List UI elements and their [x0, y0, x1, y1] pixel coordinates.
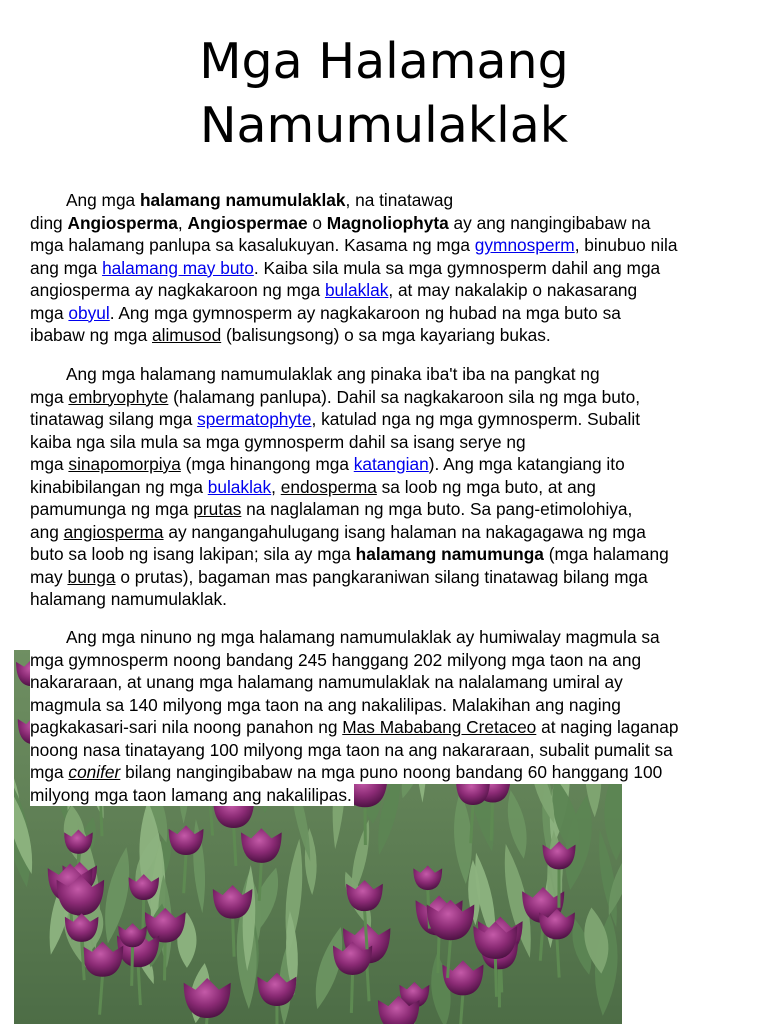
term-angiospermae: Angiospermae	[187, 212, 308, 233]
term-embryophyte: embryophyte	[68, 386, 169, 407]
text: nakararaan, at unang mga halamang namumulaklak na nalalamang umiral ay	[30, 672, 623, 692]
text: mga	[30, 762, 69, 782]
term-bunga: bunga	[67, 566, 116, 587]
text: ,	[271, 476, 281, 497]
term-halamang-namumulaklak: halamang namumulaklak	[139, 190, 346, 210]
text: (mga halamang	[543, 544, 669, 564]
text: Ang mga halamang namumulaklak ang pinaka iba't iba na pangkat ng	[66, 364, 600, 384]
paragraph-1	[30, 189, 742, 347]
text: , na tinatawag	[345, 190, 454, 210]
text: ,	[177, 212, 188, 233]
text: tinatawag silang mga	[30, 409, 198, 429]
text: ay nangangahulugang isang halaman na nakagagawa ng mga	[163, 521, 646, 542]
text: may	[30, 566, 68, 587]
text: at naging laganap	[536, 717, 679, 737]
link-spermatophyte[interactable]: spermatophyte	[197, 409, 312, 429]
term-angiosperma: Angiosperma	[67, 212, 178, 233]
text: bilang nangingibabaw na mga puno noong bandang 60 hanggang 100	[120, 762, 663, 782]
term-conifer: conifer	[68, 762, 121, 782]
text: mga	[30, 454, 69, 474]
paragraph-3	[30, 626, 742, 806]
text: Ang mga ninuno ng mga halamang namumulaklak ay humiwalay magmula sa	[66, 627, 660, 647]
link-bulaklak-2[interactable]: bulaklak	[207, 476, 272, 497]
text: mga gymnosperm noong bandang 245 hanggang 202 milyong mga taon na ang	[30, 649, 642, 670]
term-endosperma: endosperma	[280, 476, 377, 497]
text: ). Ang mga katangiang ito	[428, 454, 625, 474]
title-line-2: Namumulaklak	[199, 97, 569, 154]
text: ang mga	[30, 257, 103, 278]
page-title	[0, 30, 768, 158]
term-magnoliophyta: Magnoliophyta	[326, 212, 449, 233]
text: o prutas), bagaman mas pangkaraniwan silang tinatawag bilang mga	[115, 566, 648, 587]
text: kaiba nga sila mula sa mga gymnosperm dahil sa isang serye ng	[30, 431, 526, 452]
text: mga	[30, 302, 69, 323]
link-gymnosperm[interactable]: gymnosperm	[474, 235, 575, 255]
text: (mga hinangong mga	[180, 454, 354, 474]
term-prutas: prutas	[193, 499, 242, 519]
text: Ang mga	[66, 190, 140, 210]
text: milyong mga taon lamang ang nakalilipas.	[30, 784, 352, 805]
title-line-1: Mga Halamang	[199, 33, 569, 90]
text: angiosperma ay nagkakaroon ng mga	[30, 280, 325, 300]
link-bulaklak[interactable]: bulaklak	[324, 280, 389, 300]
link-katangian[interactable]: katangian	[353, 454, 429, 474]
text: halamang namumulaklak.	[30, 589, 227, 609]
text: mga	[30, 386, 69, 407]
text: magmula sa 140 milyong mga taon na ang nakalilipas. Malakihan ang naging	[30, 694, 621, 715]
text: ay ang nangingibabaw na	[448, 212, 651, 233]
text: pagkakasari-sari nila noong panahon ng	[30, 717, 343, 737]
text: , binubuo nila	[574, 235, 678, 255]
text: ang	[30, 521, 64, 542]
text: kinabibilangan ng mga	[30, 476, 208, 497]
text: pamumunga ng mga	[30, 499, 194, 519]
paragraph-2	[30, 363, 742, 611]
term-sinapomorpiya: sinapomorpiya	[68, 454, 181, 474]
text: o	[307, 212, 327, 233]
link-halamang-may-buto[interactable]: halamang may buto	[102, 257, 254, 278]
text: (halamang panlupa). Dahil sa nagkakaroon sila ng mga buto,	[168, 386, 641, 407]
term-halamang-namumunga: halamang namumunga	[355, 544, 544, 564]
text: , katulad nga ng mga gymnosperm. Subalit	[311, 409, 640, 429]
text: (balisungsong) o sa mga kayariang bukas.	[221, 325, 551, 345]
term-alimusod: alimusod	[152, 325, 222, 345]
term-mas-mababang-cretaceo: Mas Mababang Cretaceo	[342, 717, 537, 737]
text: sa loob ng mga buto, at ang	[376, 476, 596, 497]
text: , at may nakalakip o nakasarang	[388, 280, 638, 300]
text: buto sa loob ng isang lakipan; sila ay mga	[30, 544, 356, 564]
text: . Kaiba sila mula sa mga gymnosperm dahil ang mga	[253, 257, 661, 278]
text: ding	[30, 212, 68, 233]
text: noong nasa tinatayang 100 milyong mga taon na ang nakararaan, subalit pumalit sa	[30, 739, 673, 760]
link-obyul[interactable]: obyul	[68, 302, 110, 323]
text: ibabaw ng mga	[30, 325, 153, 345]
text: na naglalaman ng mga buto. Sa pang-etimolohiya,	[241, 499, 633, 519]
term-angiosperma: angiosperma	[63, 521, 164, 542]
text: mga halamang panlupa sa kasalukuyan. Kasama ng mga	[30, 235, 475, 255]
text: . Ang mga gymnosperm ay nagkakaroon ng hubad na mga buto sa	[109, 302, 621, 323]
